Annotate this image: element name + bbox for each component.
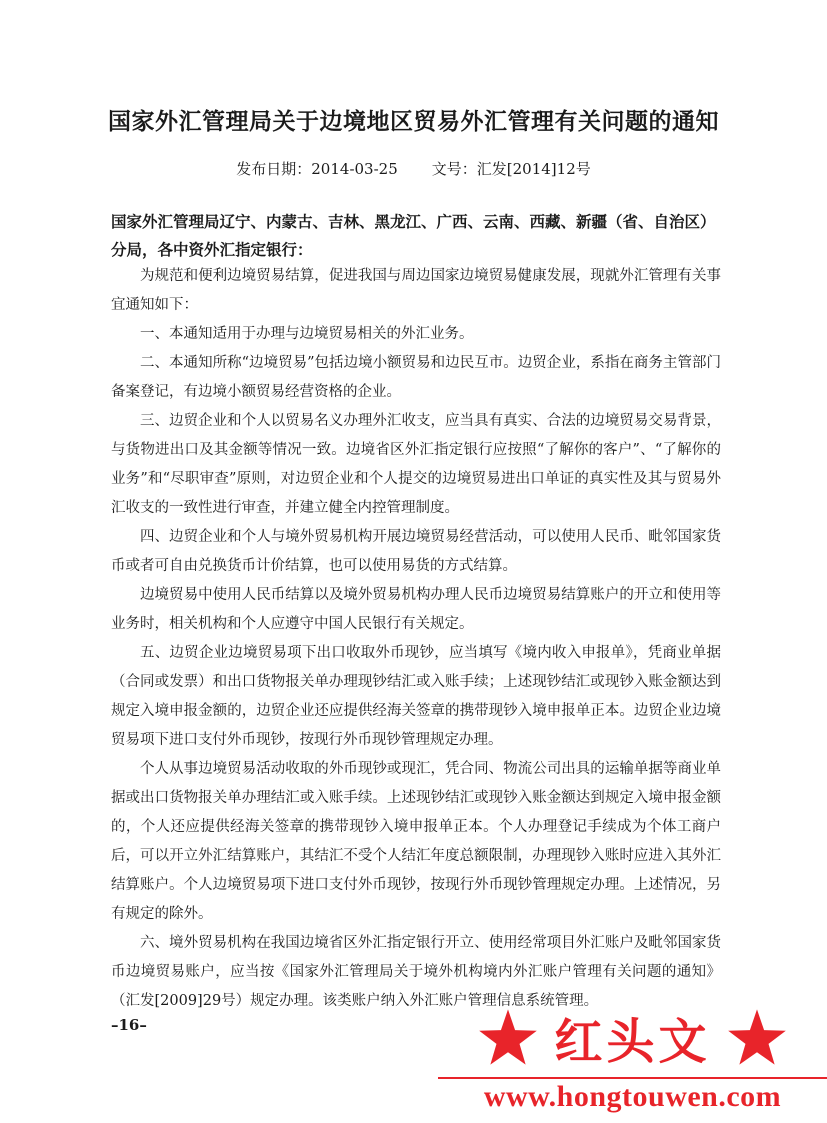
watermark	[438, 1002, 827, 1123]
paragraph-4: 四、边贸企业和个人与境外贸易机构开展边境贸易经营活动，可以使用人民币、毗邻国家货币或者可自由兑换货币计价结算，也可以使用易货的方式结算。	[111, 529, 721, 574]
star-icon	[727, 1008, 787, 1066]
document-meta	[60, 158, 767, 179]
page-number: –16–	[111, 1016, 147, 1034]
addressee: 国家外汇管理局辽宁、内蒙古、吉林、黑龙江、广西、云南、西藏、新疆（省、自治区）分局，各中资外汇指定银行：	[111, 213, 716, 259]
paragraph-4-cont: 边境贸易中使用人民币结算以及境外贸易机构办理人民币边境贸易结算账户的开立和使用等业务时，相关机构和个人应遵守中国人民银行有关规定。	[111, 587, 721, 632]
watermark-url: www.hongtouwen.com	[483, 1080, 782, 1113]
document-body	[111, 262, 721, 1016]
star-icon	[478, 1008, 538, 1066]
paragraph-intro: 为规范和便利边境贸易结算，促进我国与周边国家边境贸易健康发展，现就外汇管理有关事宜通知如下：	[111, 268, 721, 313]
paragraph-5: 五、边贸企业边境贸易项下出口收取外币现钞，应当填写《境内收入申报单》，凭商业单据（合同或发票）和出口货物报关单办理现钞结汇或入账手续；上述现钞结汇或现钞入账金额达到规定入境申报金额的，边贸企业还应提供经海关签章的携带现钞入境申报单正本。边贸企业边境贸易项下进口支付外币现钞，按现行外币现钞管理规定办理。	[111, 645, 721, 748]
publish-date: 发布日期：2014-03-25	[236, 160, 398, 178]
watermark-divider	[438, 1077, 827, 1079]
paragraph-5-cont: 个人从事边境贸易活动收取的外币现钞或现汇，凭合同、物流公司出具的运输单据等商业单据或出口货物报关单办理结汇或入账手续。上述现钞结汇或现钞入账金额达到规定入境申报金额的，个人还应提供经海关签章的携带现钞入境申报单正本。个人办理登记手续成为个体工商户后，可以开立外汇结算账户，其结汇不受个人结汇年度总额限制，办理现钞入账时应进入其外汇结算账户。个人边境贸易项下进口支付外币现钞，按现行外币现钞管理规定办理。上述情况，另有规定的除外。	[111, 761, 721, 922]
paragraph-6: 六、境外贸易机构在我国边境省区外汇指定银行开立、使用经常项目外汇账户及毗邻国家货币边境贸易账户，应当按《国家外汇管理局关于境外机构境内外汇账户管理有关问题的通知》（汇发[2009]29号）规定办理。该类账户纳入外汇账户管理信息系统管理。	[111, 935, 721, 1009]
watermark-text: 红头文	[554, 1013, 711, 1070]
document-title: 国家外汇管理局关于边境地区贸易外汇管理有关问题的通知	[108, 109, 719, 135]
watermark-banner	[438, 1002, 827, 1072]
doc-number: 文号：汇发[2014]12号	[431, 160, 591, 178]
paragraph-2: 二、本通知所称“边境贸易”包括边境小额贸易和边民互市。边贸企业，系指在商务主管部门备案登记，有边境小额贸易经营资格的企业。	[111, 355, 721, 400]
paragraph-1: 一、本通知适用于办理与边境贸易相关的外汇业务。	[140, 326, 474, 342]
paragraph-3: 三、边贸企业和个人以贸易名义办理外汇收支，应当具有真实、合法的边境贸易交易背景，与货物进出口及其金额等情况一致。边境省区外汇指定银行应按照“了解你的客户”、“了解你的业务”和“尽职审查”原则，对边贸企业和个人提交的边境贸易进出口单证的真实性及其与贸易外汇收支的一致性进行审查，并建立健全内控管理制度。	[111, 413, 721, 516]
